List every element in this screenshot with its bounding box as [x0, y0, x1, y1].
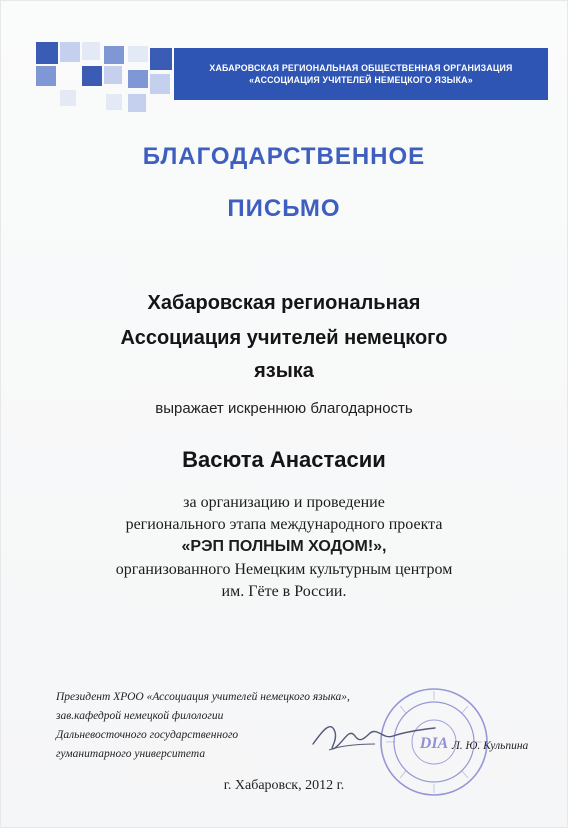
header-org-line1: ХАБАРОВСКАЯ РЕГИОНАЛЬНАЯ ОБЩЕСТВЕННАЯ ОРГАНИЗАЦИЯ — [209, 63, 513, 73]
body-line2: регионального этапа международного проекта — [125, 516, 443, 533]
signatory-line2: зав.кафедрой немецкой филологии — [56, 710, 224, 722]
signatory-line1: Президент ХРОО «Ассоциация учителей немецкого языка», — [56, 691, 350, 703]
signatory-line3: Дальневосточного государственного — [56, 729, 239, 741]
place-date: г. Хабаровск, 2012 г. — [223, 778, 345, 793]
project-name: «РЭП ПОЛНЫМ ХОДОМ!», — [181, 538, 387, 555]
title-line2: ПИСЬМО — [227, 195, 341, 222]
body-line1: за организацию и проведение — [183, 494, 385, 511]
title-line1: БЛАГОДАРСТВЕННОЕ — [142, 143, 426, 170]
recipient-name: Васюта Анастасии — [182, 447, 386, 472]
issuer-line3: языка — [254, 360, 314, 382]
stamp-center-text: DIA — [419, 735, 449, 752]
thanks-text: выражает искреннюю благодарность — [155, 400, 413, 417]
signer-name: Л. Ю. Кульпина — [452, 740, 529, 752]
issuer-line2: Ассоциация учителей немецкого — [120, 327, 448, 349]
body-line4: организованного Немецким культурным центром — [115, 561, 453, 578]
header-org-line2: «АССОЦИАЦИЯ УЧИТЕЛЕЙ НЕМЕЦКОГО ЯЗЫКА» — [249, 75, 473, 85]
signatory-line4: гуманитарного университета — [56, 748, 206, 760]
body-line5: им. Гёте в России. — [221, 583, 347, 600]
handwritten-signature — [305, 710, 455, 760]
issuer-line1: Хабаровская региональная — [147, 292, 421, 314]
header-banner — [174, 48, 548, 100]
